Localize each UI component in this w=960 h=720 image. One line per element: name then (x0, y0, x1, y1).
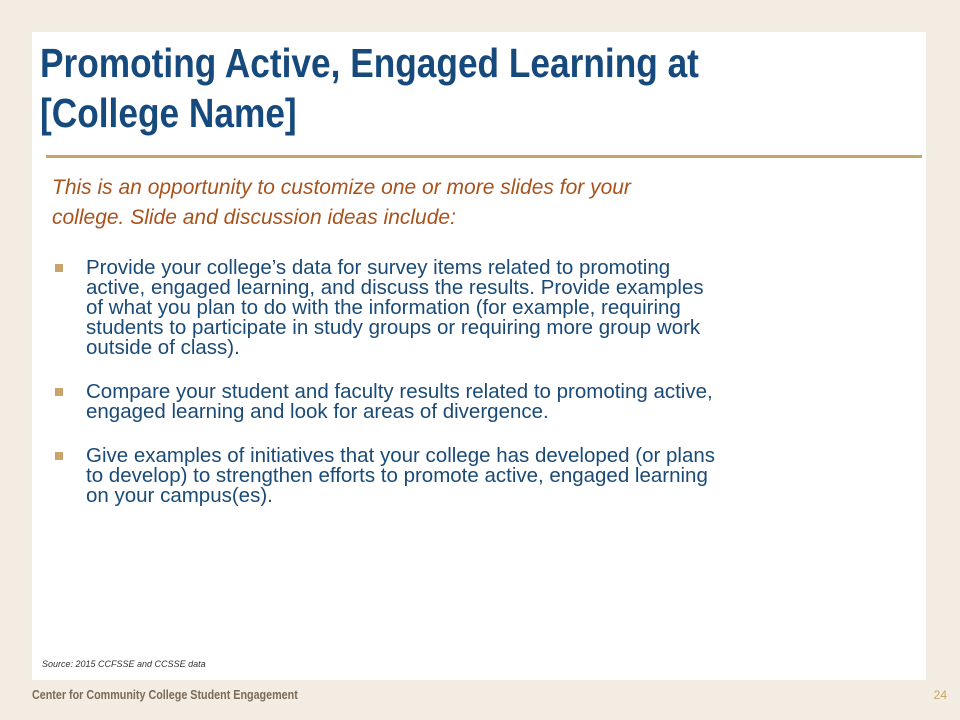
intro-line-1: This is an opportunity to customize one or more slides for your (52, 176, 631, 199)
title-divider (46, 155, 922, 158)
slide-title (40, 38, 788, 138)
bullet-1-line-4: students to participate in study groups or requiring more group work (86, 316, 701, 339)
intro-text (52, 173, 912, 233)
intro-line-2: college. Slide and discussion ideas include: (52, 206, 456, 229)
footer-organization: Center for Community College Student Engagement (32, 688, 298, 702)
slide-canvas (32, 32, 926, 680)
bullet-item-compare (52, 382, 912, 422)
bullet-2-line-2: engaged learning and look for areas of divergence. (86, 400, 549, 423)
bullet-list (52, 258, 912, 530)
square-bullet-icon (55, 264, 63, 272)
square-bullet-icon (55, 388, 63, 396)
slide-title-line-1: Promoting Active, Engaged Learning at (40, 40, 699, 86)
bullet-3-line-1: Give examples of initiatives that your college has developed (or plans (86, 444, 716, 467)
square-bullet-icon (55, 452, 63, 460)
bullet-item-data (52, 258, 912, 358)
bullet-3-line-2: to develop) to strengthen efforts to promote active, engaged learning (86, 464, 708, 487)
bullet-1-line-2: active, engaged learning, and discuss the results. Provide examples (86, 276, 704, 299)
page-number: 24 (933, 688, 947, 702)
bullet-1-line-1: Provide your college’s data for survey items related to promoting (86, 256, 671, 279)
source-note: Source: 2015 CCFSSE and CCSSE data (42, 659, 206, 669)
bullet-1-line-5: outside of class). (86, 336, 240, 359)
bullet-2-line-1: Compare your student and faculty results related to promoting active, (86, 380, 713, 403)
bullet-item-initiatives (52, 446, 912, 506)
bullet-1-line-3: of what you plan to do with the information (for example, requiring (86, 296, 681, 319)
bullet-3-line-3: on your campus(es). (86, 484, 273, 507)
slide-title-line-2: [College Name] (40, 90, 297, 136)
